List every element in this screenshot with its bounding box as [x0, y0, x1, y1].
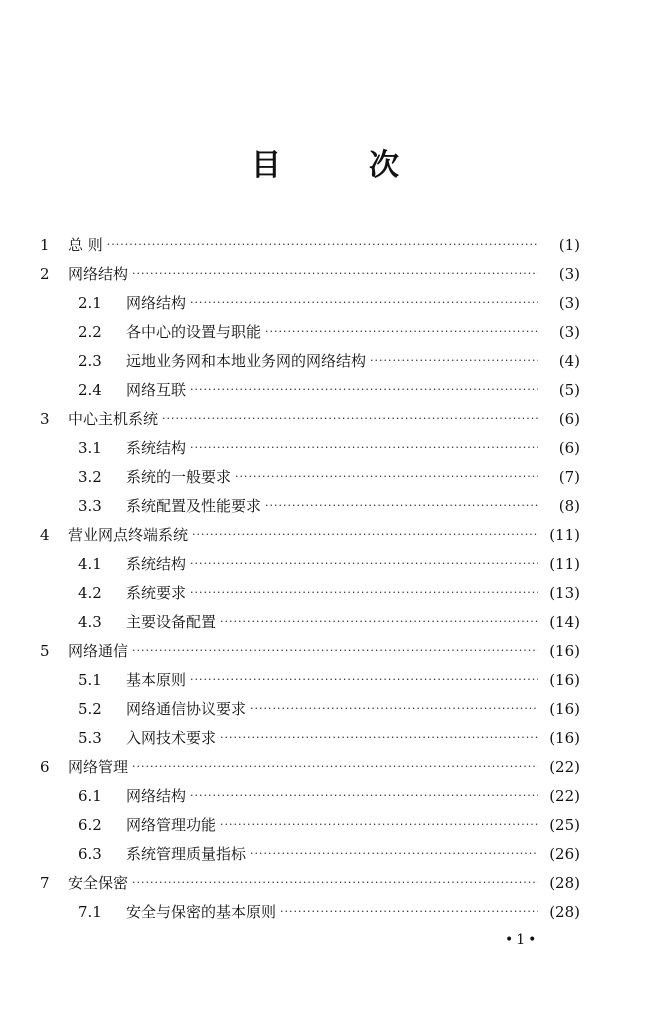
toc-entry-page: (4) [558, 351, 580, 370]
toc-entry-title: 系统配置及性能要求 [126, 497, 262, 515]
toc-entry-page: (3) [558, 264, 580, 283]
dot-leader [192, 528, 538, 541]
toc-entry-number: 2.2 [78, 322, 102, 341]
dot-leader [265, 325, 538, 338]
toc-entry [0, 288, 650, 317]
toc-entry [0, 578, 650, 607]
toc-entry-title: 安全与保密的基本原则 [126, 903, 277, 921]
dot-leader [250, 847, 538, 860]
title-char-2: 次 [369, 148, 399, 183]
toc-entry-number: 7 [40, 873, 50, 892]
toc-entry-number: 3.1 [78, 438, 102, 457]
dot-leader [132, 876, 538, 889]
toc-entry-page: (16) [549, 699, 580, 718]
toc-entry [0, 462, 650, 491]
toc-entry-page: (6) [558, 438, 580, 457]
toc-entry-number: 3.3 [78, 496, 102, 515]
toc-entry-title: 基本原则 [126, 671, 187, 689]
toc-entry-title: 系统结构 [126, 555, 187, 573]
dot-leader [280, 905, 538, 918]
toc-entry-title: 网络管理 [68, 758, 129, 776]
toc-entry-number: 5.3 [78, 728, 102, 747]
toc-entry [0, 723, 650, 752]
toc-entry-number: 3 [40, 409, 50, 428]
dot-leader [190, 441, 538, 454]
dot-leader [190, 789, 538, 802]
toc-entry-page: (5) [558, 380, 580, 399]
toc-entry-page: (25) [549, 815, 580, 834]
toc-entry [0, 317, 650, 346]
toc-entry-number: 5 [40, 641, 50, 660]
toc-entry-number: 6.3 [78, 844, 102, 863]
toc-entry-number: 4 [40, 525, 50, 544]
dot-leader [220, 731, 538, 744]
dot-leader [370, 354, 538, 367]
toc-entry-title: 系统管理质量指标 [126, 845, 247, 863]
toc-entry-number: 2 [40, 264, 50, 283]
toc-entry [0, 230, 650, 259]
toc-entry-title: 网络管理功能 [126, 816, 217, 834]
toc-entry [0, 433, 650, 462]
toc-entry-title: 总 则 [68, 236, 103, 254]
toc-entry-title: 中心主机系统 [68, 410, 159, 428]
dot-leader [190, 296, 538, 309]
toc-entry-page: (3) [558, 322, 580, 341]
toc-entry-number: 6 [40, 757, 50, 776]
toc-entry-page: (16) [549, 670, 580, 689]
toc-entry [0, 259, 650, 288]
toc-entry-number: 2.1 [78, 293, 102, 312]
toc-entry [0, 897, 650, 926]
toc-entry-number: 6.1 [78, 786, 102, 805]
toc-entry-page: (16) [549, 641, 580, 660]
toc-entry-title: 系统要求 [126, 584, 187, 602]
toc-entry-page: (8) [558, 496, 580, 515]
title-char-1: 目 [251, 148, 281, 183]
toc-entry-page: (1) [558, 235, 580, 254]
toc-entry-title: 各中心的设置与职能 [126, 323, 262, 341]
toc-entry-number: 5.1 [78, 670, 102, 689]
toc-entry-page: (14) [549, 612, 580, 631]
dot-leader [190, 586, 538, 599]
toc-entry [0, 404, 650, 433]
dot-leader [190, 557, 538, 570]
toc-entry-page: (11) [549, 554, 580, 573]
toc-entry [0, 520, 650, 549]
toc-entry-title: 安全保密 [68, 874, 129, 892]
toc-entry-title: 网络通信协议要求 [126, 700, 247, 718]
toc-entry-page: (22) [549, 757, 580, 776]
toc-entry [0, 781, 650, 810]
dot-leader [162, 412, 538, 425]
dot-leader [107, 238, 538, 251]
dot-leader [132, 760, 538, 773]
page-number: •1• [505, 932, 540, 948]
toc-entry-number: 7.1 [78, 902, 102, 921]
toc-entry-page: (11) [549, 525, 580, 544]
toc-entry-title: 远地业务网和本地业务网的网络结构 [126, 352, 367, 370]
toc-entry [0, 868, 650, 897]
toc-entry [0, 346, 650, 375]
toc-entry-number: 4.3 [78, 612, 102, 631]
dot-leader [235, 470, 538, 483]
toc-entry [0, 549, 650, 578]
dot-leader [265, 499, 538, 512]
toc-entry [0, 810, 650, 839]
dot-leader [220, 615, 538, 628]
toc-entry-title: 网络结构 [126, 294, 187, 312]
dot-leader [250, 702, 538, 715]
toc-entry [0, 636, 650, 665]
dot-leader [132, 267, 538, 280]
toc-entry [0, 839, 650, 868]
toc-entry-title: 营业网点终端系统 [68, 526, 189, 544]
toc-entry [0, 491, 650, 520]
toc-entry-title: 系统的一般要求 [126, 468, 232, 486]
toc-entry-page: (28) [549, 902, 580, 921]
toc-entry-page: (7) [558, 467, 580, 486]
toc-entry-number: 5.2 [78, 699, 102, 718]
toc-entry [0, 752, 650, 781]
toc-entry-title: 网络结构 [126, 787, 187, 805]
toc-entry-page: (3) [558, 293, 580, 312]
toc-entry-title: 主要设备配置 [126, 613, 217, 631]
toc-entry-page: (28) [549, 873, 580, 892]
toc-entry-page: (22) [549, 786, 580, 805]
toc-entry-number: 2.4 [78, 380, 102, 399]
toc-entry [0, 665, 650, 694]
toc-entry-title: 网络互联 [126, 381, 187, 399]
page-title [0, 140, 650, 184]
dot-leader [132, 644, 538, 657]
toc-entry-page: (16) [549, 728, 580, 747]
toc-entry-title: 系统结构 [126, 439, 187, 457]
dot-leader [220, 818, 538, 831]
toc-entry-number: 6.2 [78, 815, 102, 834]
toc-entry [0, 375, 650, 404]
toc-entry [0, 607, 650, 636]
toc-entry [0, 694, 650, 723]
toc-entry-title: 入网技术要求 [126, 729, 217, 747]
toc-entry-number: 1 [40, 235, 50, 254]
toc-entry-number: 3.2 [78, 467, 102, 486]
toc-entry-page: (13) [549, 583, 580, 602]
dot-leader [190, 673, 538, 686]
toc-entry-number: 2.3 [78, 351, 102, 370]
toc-entry-title: 网络结构 [68, 265, 129, 283]
toc-entry-page: (26) [549, 844, 580, 863]
toc-entry-number: 4.1 [78, 554, 102, 573]
toc-entry-number: 4.2 [78, 583, 102, 602]
dot-leader [190, 383, 538, 396]
toc-entry-title: 网络通信 [68, 642, 129, 660]
toc-entry-page: (6) [558, 409, 580, 428]
